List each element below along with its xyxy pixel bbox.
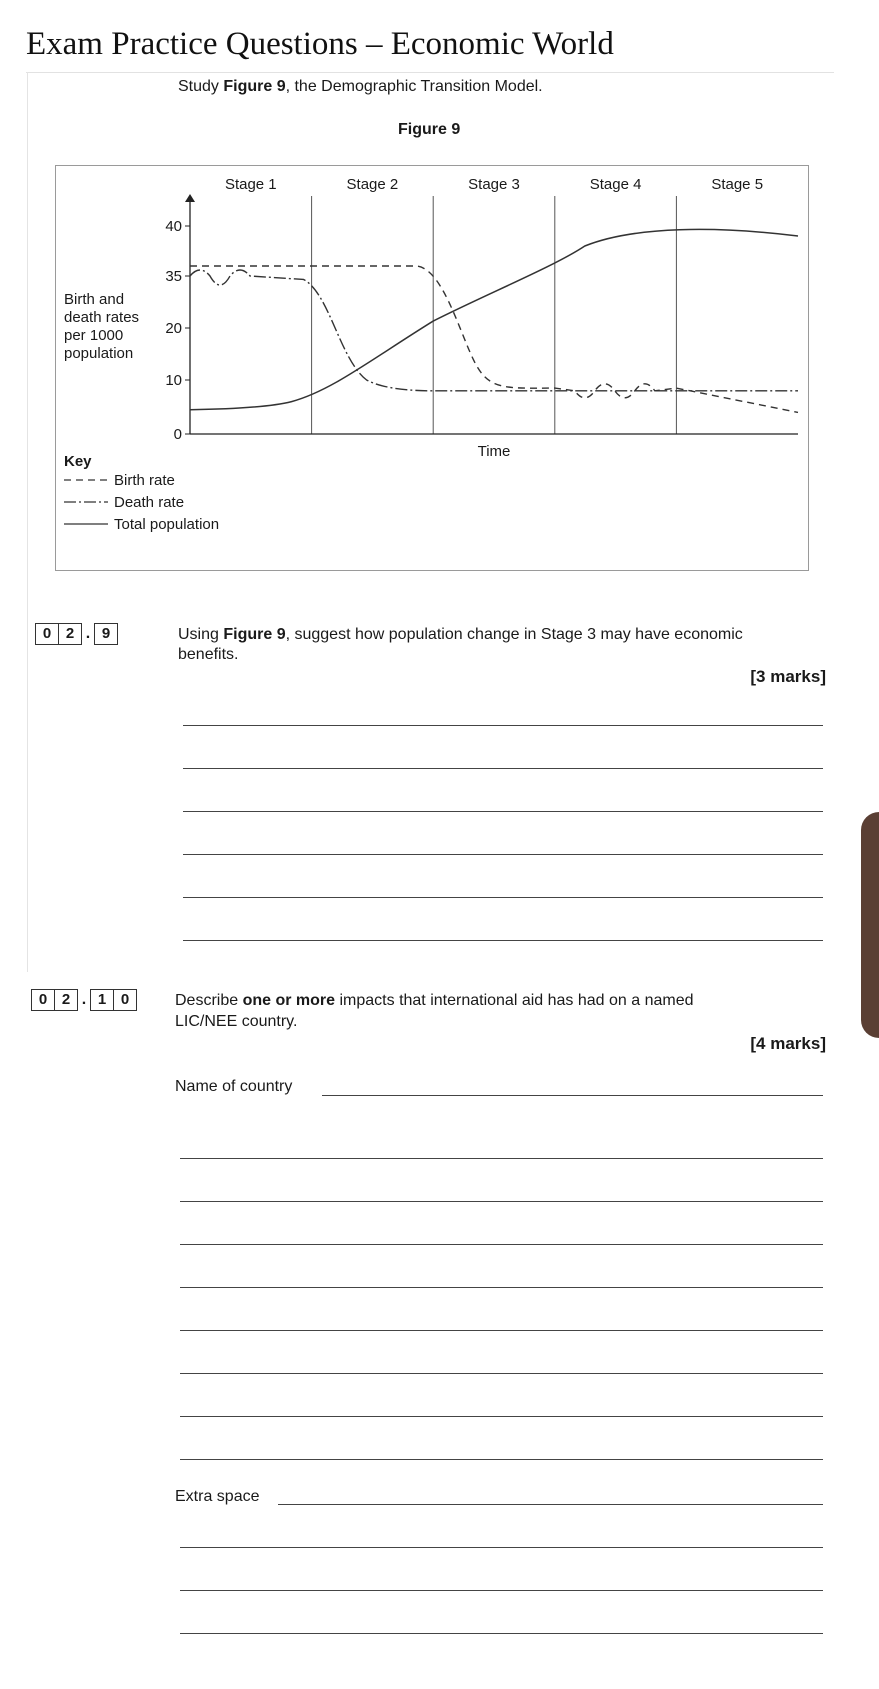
key-title: Key xyxy=(64,453,92,470)
answer-line[interactable] xyxy=(180,1201,823,1202)
key-birth-rate-label: Birth rate xyxy=(114,472,175,489)
extra-space-label: Extra space xyxy=(175,1488,260,1505)
stage-label: Stage 4 xyxy=(589,176,642,193)
marks-label: [4 marks] xyxy=(750,1034,826,1053)
title-divider xyxy=(26,72,834,73)
question-text-continued: LIC/NEE country. xyxy=(175,1013,298,1030)
intro-text: Study Figure 9, the Demographic Transition Model. xyxy=(178,78,543,95)
stage-label: Stage 5 xyxy=(711,176,764,193)
y-axis-title: per 1000 xyxy=(64,327,124,344)
question-text-continued: benefits. xyxy=(178,646,239,663)
total-population-line xyxy=(190,229,798,409)
page-edge-tab xyxy=(861,812,879,1038)
country-answer-line[interactable] xyxy=(322,1095,823,1096)
answer-line[interactable] xyxy=(183,811,823,812)
extra-space-line[interactable] xyxy=(278,1504,823,1505)
answer-line[interactable] xyxy=(180,1633,823,1634)
key-total-population-label: Total population xyxy=(114,516,220,533)
answer-line[interactable] xyxy=(180,1287,823,1288)
answer-line[interactable] xyxy=(183,854,823,855)
y-tick-label: 40 xyxy=(165,218,182,235)
y-tick-label: 10 xyxy=(165,372,182,389)
figure-label: Figure 9 xyxy=(398,121,461,138)
answer-line[interactable] xyxy=(183,940,823,941)
answer-line[interactable] xyxy=(183,768,823,769)
country-label: Name of country xyxy=(175,1078,293,1095)
y-tick-label: 20 xyxy=(165,320,182,337)
qnum-digit: 2 xyxy=(54,990,77,1010)
y-axis-arrow xyxy=(185,194,195,202)
qnum-digit: 0 xyxy=(113,990,136,1010)
key-death-rate-label: Death rate xyxy=(114,494,185,511)
marks-label: [3 marks] xyxy=(750,667,826,686)
answer-line[interactable] xyxy=(180,1459,823,1460)
y-axis-title: Birth and xyxy=(64,291,125,308)
answer-line[interactable] xyxy=(183,725,823,726)
qnum-digit: 2 xyxy=(58,624,81,644)
qnum-digit: 1 xyxy=(97,991,107,1008)
qnum-digit: 0 xyxy=(42,625,52,642)
question-number-02-10: 0 2 . 1 0 xyxy=(31,989,137,1011)
y-axis-title: death rates xyxy=(64,309,140,326)
qnum-digit: 0 xyxy=(38,991,48,1008)
answer-line[interactable] xyxy=(183,897,823,898)
dtm-chart-svg xyxy=(56,166,808,570)
x-axis-title: Time xyxy=(477,443,511,460)
page-title: Exam Practice Questions – Economic World xyxy=(26,26,614,62)
answer-line[interactable] xyxy=(180,1547,823,1548)
answer-line[interactable] xyxy=(180,1590,823,1591)
stage-label: Stage 2 xyxy=(346,176,399,193)
question-text: Describe one or more impacts that international aid has had on a named xyxy=(175,992,694,1009)
stage-label: Stage 1 xyxy=(224,176,277,193)
y-axis-title: population xyxy=(64,345,134,362)
question-number-02-9: 0 2 . 9 xyxy=(35,623,118,645)
margin-line xyxy=(27,72,28,972)
death-rate-line xyxy=(190,270,798,391)
answer-line[interactable] xyxy=(180,1158,823,1159)
answer-line[interactable] xyxy=(180,1373,823,1374)
stage-label: Stage 3 xyxy=(468,176,520,193)
figure-9-chart xyxy=(55,165,809,571)
y-tick-label: 35 xyxy=(165,268,182,285)
answer-line[interactable] xyxy=(180,1244,823,1245)
qnum-digit: 9 xyxy=(101,625,111,642)
answer-line[interactable] xyxy=(180,1330,823,1331)
answer-line[interactable] xyxy=(180,1416,823,1417)
y-tick-label: 0 xyxy=(173,426,182,443)
question-text: Using Figure 9, suggest how population change in Stage 3 may have economic xyxy=(178,626,743,643)
